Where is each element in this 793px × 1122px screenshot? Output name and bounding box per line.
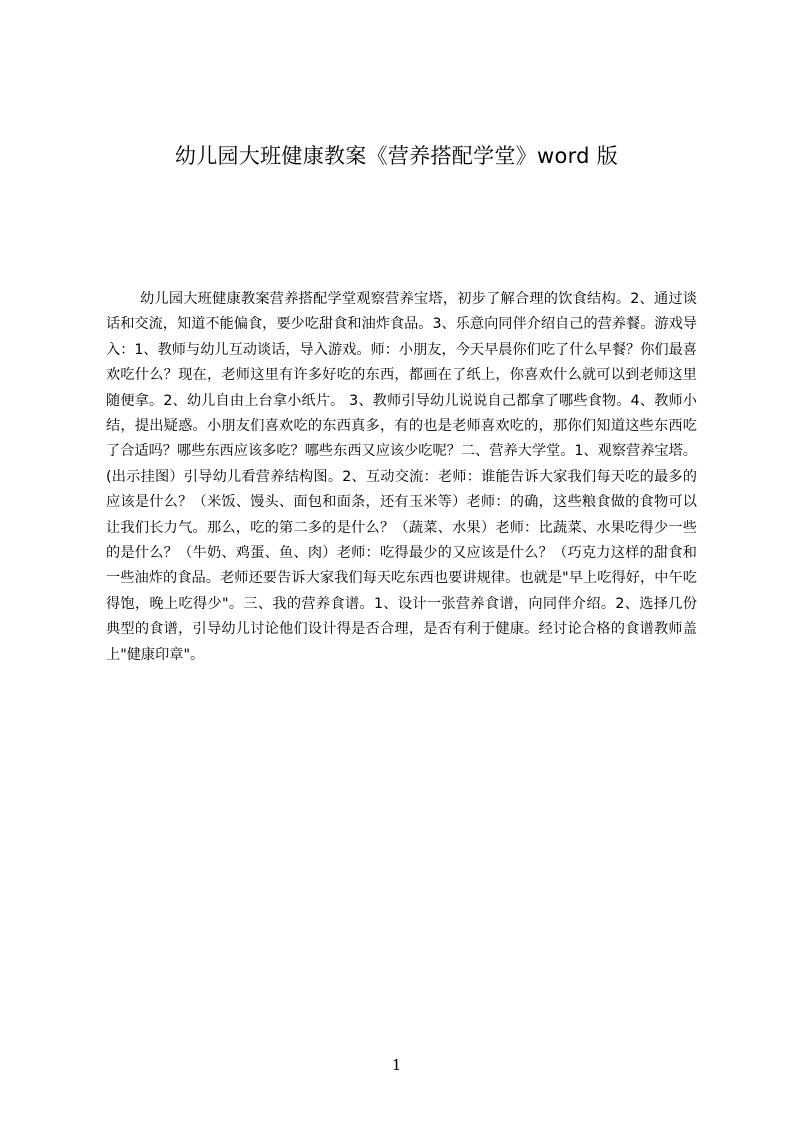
body-paragraph: 幼儿园大班健康教案营养搭配学堂观察营养宝塔，初步了解合理的饮食结构。2、通过谈话和交流，知道不能偏食，要少吃甜食和油炸食品。3、乐意向同伴介绍自己的营养餐。游戏导入：1、教师与幼儿互动谈话，导入游戏。师：小朋友，今天早晨你们吃了什么早餐？你们最喜欢吃什么？现在，老师这里有许多好吃的东西，都画在了纸上，你喜欢什么就可以到老师这里随便拿。2、幼儿自由上台拿小纸片。 3、教师引导幼儿说说自己都拿了哪些食物。4、教师小结，提出疑惑。小朋友们喜欢吃的东西真多，有的也是老师喜欢吃的，那你们知道这些东西吃了合适吗？哪些东西应该多吃？哪些东西又应该少吃呢？二、营养大学堂。1、观察营养宝塔。(出示挂图）引导幼儿看营养结构图。2、互动交流：老师：谁能告诉大家我们每天吃的最多的应该是什么？（米饭、馒头、面包和面条，还有玉米等）老师：的确，这些粮食做的食物可以让我们长力气。那么，吃的第二多的是什么？（蔬菜、水果）老师：比蔬菜、水果吃得少一些的是什么？（牛奶、鸡蛋、鱼、肉）老师：吃得最少的又应该是什么？（巧克力这样的甜食和一些油炸的食品。老师还要告诉大家我们每天吃东西也要讲规律。也就是"早上吃得好，中午吃得饱，晚上吃得少"。三、我的营养食谱。1、设计一张营养食谱，向同伴介绍。2、选择几份典型的食谱，引导幼儿讨论他们设计得是否合理，是否有利于健康。经讨论合格的食谱教师盖上"健康印章"。 — [106, 291, 697, 663]
document-title: 幼儿园大班健康教案《营养搭配学堂》word 版 — [174, 144, 619, 168]
page-number: 1 — [391, 1056, 402, 1074]
